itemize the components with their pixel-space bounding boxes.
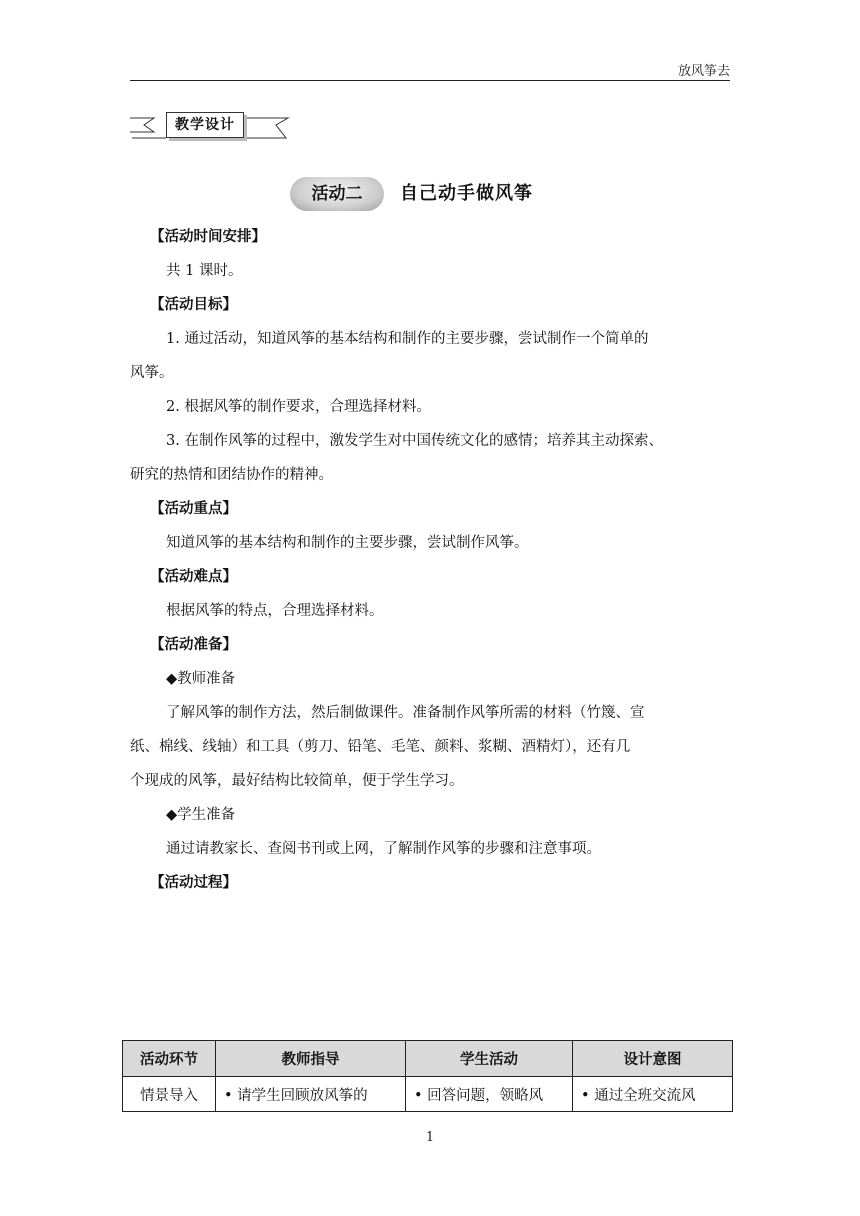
section-heading-goals: 【活动目标】 <box>150 297 237 313</box>
student-prep-text: 通过请教家长、查阅书刊或上网，了解制作风筝的步骤和注意事项。 <box>166 841 601 857</box>
header-rule <box>130 80 730 81</box>
goal-3-line-1: 3. 在制作风筝的过程中，激发学生对中国传统文化的感情；培养其主动探索、 <box>166 433 663 449</box>
activity-tag: 活动二 <box>290 177 384 211</box>
teacher-prep-label: ◆教师准备 <box>166 671 236 687</box>
difficulty-text: 根据风筝的特点，合理选择材料。 <box>166 603 384 619</box>
activity-title <box>290 174 590 214</box>
cell-teacher-guidance: • 请学生回顾放风筝的 <box>216 1077 406 1112</box>
activity-name: 自己动手做风筝 <box>400 183 533 204</box>
teacher-prep-line-3: 个现成的风筝，最好结构比较简单，便于学生学习。 <box>130 773 464 789</box>
header-cell-design-intent: 设计意图 <box>573 1041 733 1077</box>
header-title: 放风筝去 <box>677 64 730 79</box>
header-cell-student-activity: 学生活动 <box>406 1041 573 1077</box>
teaching-design-badge <box>130 112 290 142</box>
goal-2: 2. 根据风筝的制作要求，合理选择材料。 <box>166 399 431 415</box>
table-row <box>123 1077 733 1112</box>
page-number: 1 <box>425 1130 435 1145</box>
goal-3-line-2: 研究的热情和团结协作的精神。 <box>130 467 333 483</box>
badge-label: 教学设计 <box>166 112 244 138</box>
section-heading-focus: 【活动重点】 <box>150 501 237 517</box>
cell-student-activity: • 回答问题，领略风 <box>406 1077 573 1112</box>
student-prep-label: ◆学生准备 <box>166 807 236 823</box>
teacher-prep-line-1: 了解风筝的制作方法，然后制做课件。准备制作风筝所需的材料（竹篾、宣 <box>166 705 645 721</box>
section-heading-difficulty: 【活动难点】 <box>150 569 237 585</box>
cell-stage: 情景导入 <box>123 1077 216 1112</box>
header-cell-teacher-guidance: 教师指导 <box>216 1041 406 1077</box>
table-header-row <box>123 1041 733 1077</box>
lesson-content <box>130 220 730 900</box>
teacher-prep-line-2: 纸、棉线、线轴）和工具（剪刀、铅笔、毛笔、颜料、浆糊、酒精灯），还有几 <box>130 739 631 755</box>
goal-1-line-2: 风筝。 <box>130 365 174 381</box>
time-text: 共 1 课时。 <box>166 263 243 279</box>
cell-design-intent: • 通过全班交流风 <box>573 1077 733 1112</box>
section-heading-prep: 【活动准备】 <box>150 637 237 653</box>
activity-process-table <box>122 1040 733 1112</box>
header-cell-stage: 活动环节 <box>123 1041 216 1077</box>
section-heading-time: 【活动时间安排】 <box>150 229 266 245</box>
goal-1-line-1: 1. 通过活动，知道风筝的基本结构和制作的主要步骤，尝试制作一个简单的 <box>166 331 649 347</box>
section-heading-process: 【活动过程】 <box>150 875 237 891</box>
focus-text: 知道风筝的基本结构和制作的主要步骤，尝试制作风筝。 <box>166 535 529 551</box>
